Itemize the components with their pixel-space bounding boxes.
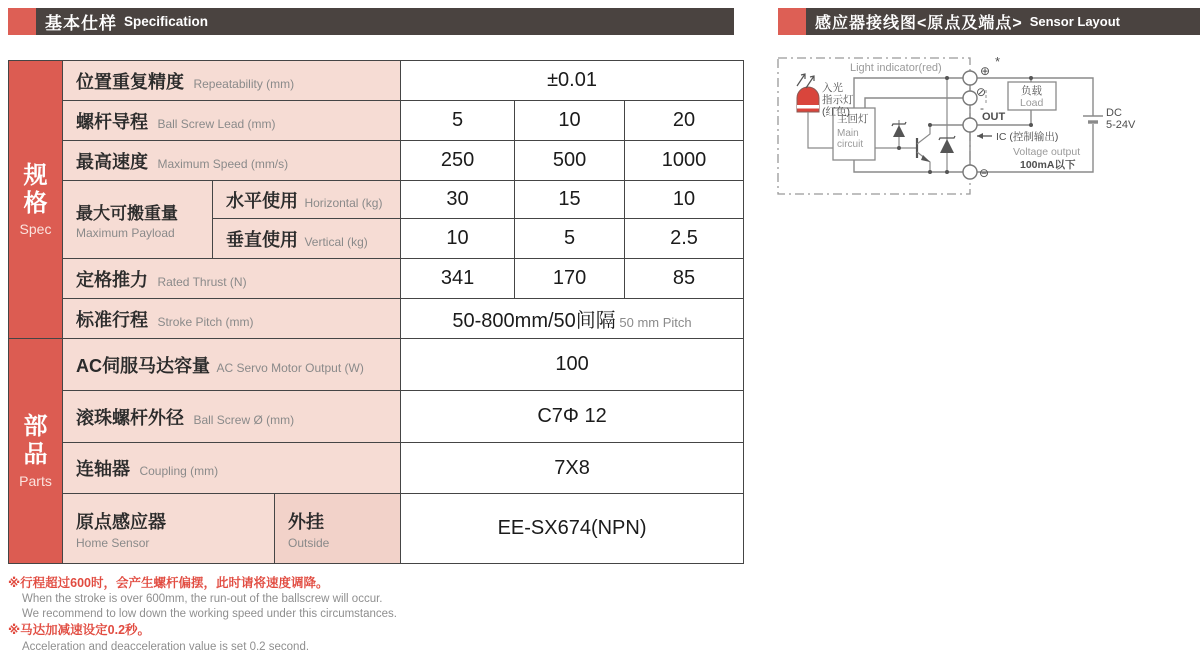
- load-en-label: Load: [1020, 97, 1044, 109]
- label-zh: 滚珠螺杆外径: [76, 407, 184, 428]
- load-zh-label: 负载: [1021, 85, 1042, 97]
- value-stroke: [401, 299, 744, 339]
- label-en: Maximum Speed (mm/s): [157, 156, 289, 171]
- terminal-dash-label: -: [980, 101, 984, 115]
- stroke-main: 50-800mm/50间隔: [452, 310, 616, 332]
- value-lead-2: 10: [515, 101, 625, 141]
- terminal-minus-label: ⊖: [979, 166, 990, 180]
- label-rated-thrust: [63, 259, 401, 299]
- label-en: Maximum Payload: [76, 226, 175, 240]
- label-ball-screw-dia: [63, 391, 401, 443]
- label-vertical: [213, 219, 401, 259]
- parts-band: [9, 339, 63, 564]
- parts-band-zh: 部品: [23, 413, 48, 468]
- dc-label: DC: [1106, 107, 1122, 119]
- value-speed-1: 250: [401, 141, 515, 181]
- label-zh: 连轴器: [76, 459, 130, 479]
- label-home-sensor: [63, 494, 275, 564]
- light-zh-3: (红色): [822, 106, 850, 118]
- label-en: AC Servo Motor Output (W): [216, 360, 364, 375]
- value-coupling: 7X8: [401, 443, 744, 494]
- terminal-nc-label: ⊘: [976, 85, 987, 99]
- header-accent-square: [8, 8, 36, 35]
- label-zh: AC伺服马达容量: [76, 355, 210, 376]
- nc-wire: [865, 98, 963, 108]
- value-horizontal-3: 10: [625, 181, 744, 219]
- label-en: Horizontal (kg): [304, 195, 383, 210]
- main-circuit-en2: circuit: [837, 139, 864, 150]
- value-speed-3: 1000: [625, 141, 744, 181]
- value-horizontal-1: 30: [401, 181, 515, 219]
- led-stripe: [797, 105, 819, 109]
- label-coupling: [63, 443, 401, 494]
- value-horizontal-2: 15: [515, 181, 625, 219]
- parts-band-en: Parts: [19, 472, 52, 489]
- label-zh: 最高速度: [76, 151, 148, 172]
- main-circuit-en1: Main: [837, 128, 859, 139]
- sensor-wiring-diagram: [770, 46, 1200, 211]
- label-max-speed: [63, 141, 401, 181]
- spec-title-en: Specification: [124, 14, 209, 29]
- voltage-output-label: Voltage output: [1013, 146, 1081, 158]
- light-zh-1: 入光: [822, 82, 843, 94]
- value-thrust-3: 85: [625, 259, 744, 299]
- label-stroke-pitch: [63, 299, 401, 339]
- label-horizontal: [213, 181, 401, 219]
- current-limit-label: 100mA以下: [1020, 159, 1076, 171]
- specification-table: [8, 60, 744, 564]
- label-en: Repeatability (mm): [193, 76, 295, 91]
- footnote-gray-1: When the stroke is over 600mm, the run-out of the ballscrew will occur.: [22, 593, 383, 606]
- table-row: [9, 339, 744, 391]
- label-servo-motor: [63, 339, 401, 391]
- sensor-section-header: [778, 8, 1200, 35]
- label-zh: 水平使用: [226, 190, 298, 211]
- label-en: Home Sensor: [76, 535, 150, 550]
- label-en: Ball Screw Ø (mm): [193, 412, 295, 427]
- spec-band-zh: 规格: [23, 161, 48, 217]
- label-zh: 外挂: [288, 511, 324, 532]
- ic-arrow-icon: [977, 133, 992, 139]
- label-en: Outside: [288, 535, 330, 550]
- label-zh: 垂直使用: [226, 229, 298, 250]
- label-repeatability: [63, 61, 401, 101]
- header-accent-square: [778, 8, 806, 35]
- footnotes: [8, 574, 397, 654]
- label-en: Rated Thrust (N): [157, 274, 247, 289]
- label-en: Vertical (kg): [304, 234, 368, 249]
- value-lead-3: 20: [625, 101, 744, 141]
- label-zh: 螺杆导程: [76, 111, 148, 132]
- footnote-red-2: ※马达加减速设定0.2秒。: [8, 623, 151, 638]
- spec-band: [9, 61, 63, 339]
- value-repeatability: ±0.01: [401, 61, 744, 101]
- label-ball-screw-lead: [63, 101, 401, 141]
- value-lead-1: 5: [401, 101, 515, 141]
- value-motor: 100: [401, 339, 744, 391]
- terminal-star-label: *: [995, 54, 1001, 69]
- label-en: Coupling (mm): [139, 464, 219, 478]
- label-zh: 标准行程: [76, 309, 148, 330]
- table-row: [9, 443, 744, 494]
- sensor-title-zh: 感应器接线图<原点及端点>: [815, 15, 1023, 32]
- label-zh: 定格推力: [76, 269, 148, 290]
- value-thrust-2: 170: [515, 259, 625, 299]
- table-row: [9, 259, 744, 299]
- light-arrows-icon: [797, 74, 814, 88]
- spec-header-bar: [36, 8, 734, 35]
- spec-band-en: Spec: [19, 221, 52, 238]
- value-speed-2: 500: [515, 141, 625, 181]
- label-max-payload: [63, 181, 213, 259]
- main-circuit-zh: 主回灯: [837, 113, 869, 125]
- label-en: Stroke Pitch (mm): [157, 314, 254, 329]
- footnote-red-1: ※行程超过600时，会产生螺杆偏摆，此时请将速度调降。: [8, 576, 329, 590]
- label-en: Ball Screw Lead (mm): [157, 116, 276, 131]
- value-thrust-1: 341: [401, 259, 515, 299]
- label-zh: 位置重复精度: [76, 71, 184, 92]
- sensor-title-en: Sensor Layout: [1029, 14, 1120, 29]
- out-label: OUT: [982, 111, 1006, 123]
- zener-diode-1: [892, 120, 906, 148]
- light-indicator-label: Light indicator(red): [850, 62, 942, 74]
- table-row: [9, 181, 744, 219]
- light-zh-2: 指示灯: [822, 94, 854, 106]
- table-row: [9, 299, 744, 339]
- table-row: [9, 141, 744, 181]
- value-vertical-1: 10: [401, 219, 515, 259]
- terminal-plus-label: ⊕: [980, 64, 991, 78]
- value-vertical-2: 5: [515, 219, 625, 259]
- sensor-header-bar: [806, 8, 1200, 35]
- value-vertical-3: 2.5: [625, 219, 744, 259]
- transistor-icon: [917, 125, 930, 172]
- table-row: [9, 494, 744, 564]
- label-home-sensor-outside: [275, 494, 401, 564]
- table-row: [9, 61, 744, 101]
- spec-title-zh: 基本仕样: [45, 14, 117, 33]
- label-zh: 原点感应器: [76, 511, 166, 532]
- table-row: [9, 391, 744, 443]
- ic-label: IC (控制输出): [996, 131, 1059, 143]
- wiring-svg: [770, 46, 1200, 211]
- stroke-sub: 50 mm Pitch: [615, 315, 692, 330]
- table-row: [9, 101, 744, 141]
- footnote-gray-3: Acceleration and deacceleration value is set 0.2 second.: [22, 640, 310, 653]
- value-screw-dia: C7Φ 12: [401, 391, 744, 443]
- spec-section-header: [8, 8, 734, 35]
- value-home-sensor: EE-SX674(NPN): [401, 494, 744, 564]
- footnote-gray-2: We recommend to low down the working speed under this circumstances.: [22, 608, 397, 621]
- label-zh: 最大可搬重量: [76, 204, 178, 223]
- dc-voltage-label: 5-24V: [1106, 119, 1136, 131]
